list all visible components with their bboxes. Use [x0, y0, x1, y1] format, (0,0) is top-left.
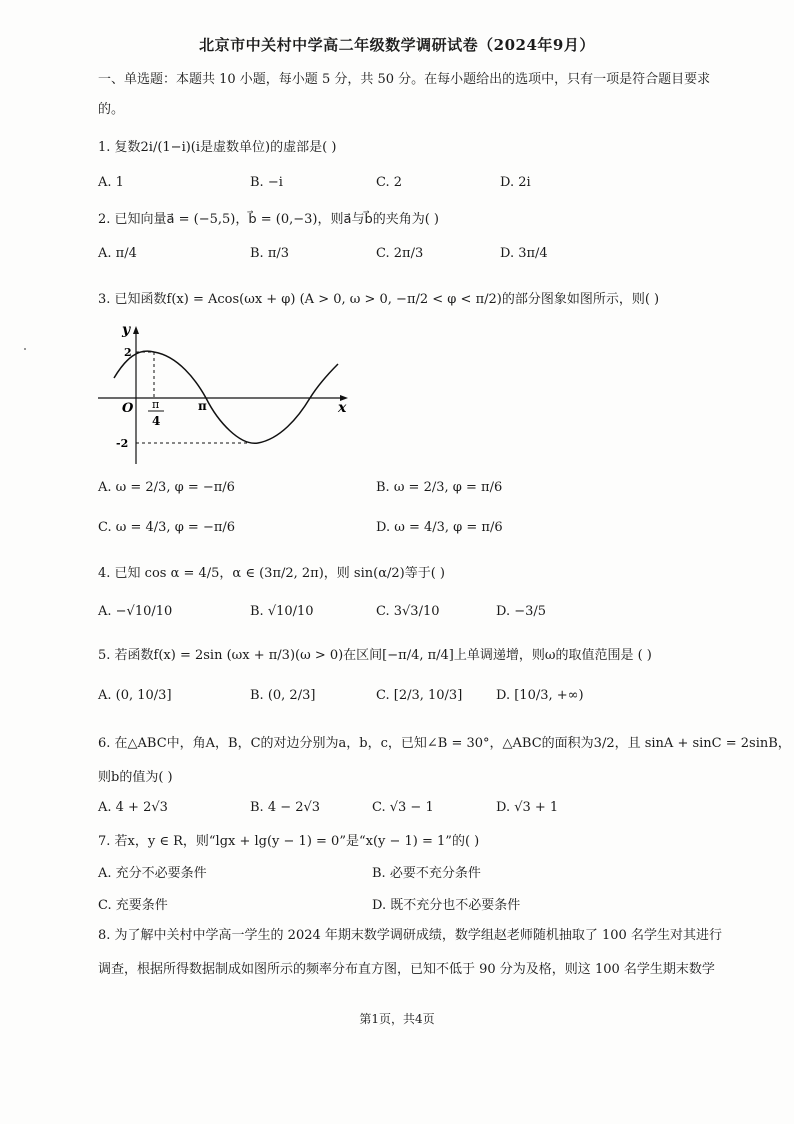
q3-option-a: A. ω = 2/3, φ = −π/6: [98, 480, 235, 495]
q7-option-c: C. 充要条件: [98, 898, 168, 913]
q5-option-d: D. [10/3, +∞): [496, 688, 584, 703]
scan-speck: [24, 348, 26, 350]
question-2-text: 2. 已知向量a⃗ = (−5,5)，b⃗ = (0,−3)，则a⃗与b⃗的夹角为( ): [98, 212, 439, 227]
question-4-text: 4. 已知 cos α = 4/5，α ∈ (3π/2, 2π)，则 sin(α/2)等于( ): [98, 566, 445, 581]
q2-option-b: B. π/3: [250, 246, 290, 261]
section-heading-line2: 的。: [98, 102, 125, 117]
q6-option-a: A. 4 + 2√3: [98, 800, 168, 815]
pi-over-4-denominator: 4: [152, 414, 161, 428]
question-1-text: 1. 复数2i/(1−i)(i是虚数单位)的虚部是( ): [98, 140, 337, 155]
q7-option-d: D. 既不充分也不必要条件: [372, 898, 521, 913]
q7-option-b: B. 必要不充分条件: [372, 866, 481, 881]
pi-label: π: [198, 399, 207, 413]
cosine-curve: [114, 351, 338, 443]
question-6-text-line1: 6. 在△ABC中，角A，B，C的对边分别为a，b，c，已知∠B = 30°，△ABC的面积为3/2，且 sinA + sinC = 2sinB，: [98, 736, 791, 751]
y-max-label: 2: [124, 346, 132, 359]
q4-option-b: B. √10/10: [250, 604, 314, 619]
q5-option-c: C. [2/3, 10/3]: [376, 688, 463, 703]
q6-option-b: B. 4 − 2√3: [250, 800, 321, 815]
q1-option-b: B. −i: [250, 175, 283, 190]
question-8-text-line1: 8. 为了解中关村中学高一学生的 2024 年期末数学调研成绩，数学组赵老师随机抽取了 100 名学生对其进行: [98, 928, 722, 943]
q4-option-c: C. 3√3/10: [376, 604, 440, 619]
q7-option-a: A. 充分不必要条件: [98, 866, 207, 881]
question-7-text: 7. 若x，y ∈ R，则“lgx + lg(y − 1) = 0”是“x(y − 1) = 1”的( ): [98, 834, 480, 849]
q1-option-c: C. 2: [376, 175, 403, 190]
q1-option-d: D. 2i: [500, 175, 531, 190]
y-axis-arrow: [133, 326, 139, 334]
q2-option-a: A. π/4: [98, 246, 137, 261]
y-axis-label: y: [122, 322, 131, 338]
q2-option-d: D. 3π/4: [500, 246, 548, 261]
q1-option-a: A. 1: [98, 175, 124, 190]
page-title: 北京市中关村中学高二年级数学调研试卷（2024年9月）: [199, 36, 595, 54]
q4-option-a: A. −√10/10: [98, 604, 173, 619]
q3-option-b: B. ω = 2/3, φ = π/6: [376, 480, 503, 495]
q3-option-d: D. ω = 4/3, φ = π/6: [376, 520, 503, 535]
q2-option-c: C. 2π/3: [376, 246, 424, 261]
cosine-graph-figure: [92, 318, 362, 468]
question-8-text-line2: 调查，根据所得数据制成如图所示的频率分布直方图，已知不低于 90 分为及格，则这 100 名学生期末数学: [98, 962, 715, 977]
pi-over-4-numerator: π: [152, 398, 160, 411]
q4-option-d: D. −3/5: [496, 604, 547, 619]
q5-option-a: A. (0, 10/3]: [98, 688, 172, 703]
y-min-label: -2: [116, 437, 129, 450]
q5-option-b: B. (0, 2/3]: [250, 688, 316, 703]
page-footer: 第1页，共4页: [359, 1012, 435, 1026]
origin-label: O: [122, 401, 134, 416]
question-3-text: 3. 已知函数f(x) = Acos(ωx + φ) (A > 0, ω > 0, −π/2 < φ < π/2)的部分图象如图所示，则( ): [98, 292, 660, 307]
question-5-text: 5. 若函数f(x) = 2sin (ωx + π/3)(ω > 0)在区间[−π/4, π/4]上单调递增，则ω的取值范围是 ( ): [98, 648, 652, 663]
section-heading-line1: 一、单选题：本题共 10 小题，每小题 5 分，共 50 分。在每小题给出的选项中，只有一项是符合题目要求: [98, 72, 711, 87]
q6-option-d: D. √3 + 1: [496, 800, 559, 815]
q6-option-c: C. √3 − 1: [372, 800, 434, 815]
x-axis-label: x: [338, 400, 347, 416]
question-6-text-line2: 则b的值为( ): [98, 770, 173, 785]
q3-option-c: C. ω = 4/3, φ = −π/6: [98, 520, 236, 535]
